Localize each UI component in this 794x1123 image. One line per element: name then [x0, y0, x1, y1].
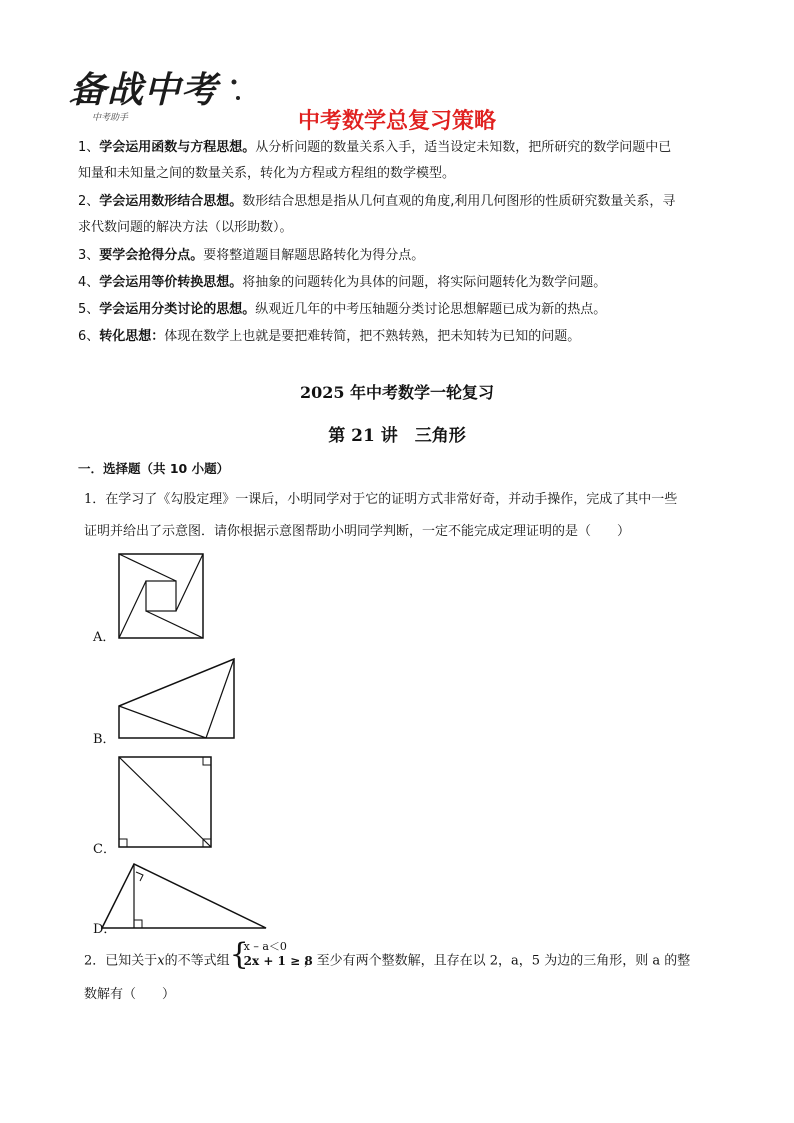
option-a-figure[interactable]: [118, 553, 204, 639]
strategy-num: 3、: [78, 248, 100, 263]
strategy-2: [78, 189, 728, 241]
option-b-label[interactable]: B．: [93, 732, 116, 747]
inequality-2: 2x + 1 ≥ 8: [243, 954, 313, 968]
question-2: [84, 937, 724, 1010]
question-2-line-1: [84, 937, 724, 980]
question-1: [84, 484, 724, 548]
question-2-prefix: 2．已知关于: [84, 953, 158, 969]
strategy-5: [78, 297, 728, 323]
strategy-1: [78, 135, 728, 187]
strategy-text: 体现在数学上也就是要把难转简，把不熟转熟，把未知转为已知的问题。: [164, 329, 581, 344]
strategy-text-cont: 知量和未知量之间的数量关系，转化为方程或方程组的数学模型。: [78, 166, 456, 181]
strategy-heading: 学会运用函数与方程思想。: [99, 140, 256, 155]
question-1-line-2: 证明并给出了示意图．请你根据示意图帮助小明同学判断，一定不能完成定理证明的是（ ）: [84, 524, 631, 539]
question-2-mid: 的不等式组: [164, 953, 230, 969]
course-title: 2025 年中考数学一轮复习: [299, 383, 495, 402]
brace-symbol: {: [229, 937, 249, 972]
strategy-text-cont: 求代数问题的解决方法（以形助数）。: [78, 220, 293, 235]
strategy-heading: 学会运用数形结合思想。: [99, 194, 243, 209]
lecture-title: 第 21 讲 三角形: [328, 426, 466, 446]
strategy-text: 数形结合思想是指从几何直观的角度,利用几何图形的性质研究数量关系，寻: [242, 194, 676, 209]
logo-subtitle: 中考助手: [92, 113, 129, 123]
option-c-figure[interactable]: [118, 756, 214, 850]
strategy-6: [78, 324, 728, 350]
logo-text: 备战中考: [70, 69, 219, 111]
inequality-system: [229, 937, 313, 976]
strategy-heading: 学会运用分类讨论的思想。: [99, 302, 256, 317]
option-d-figure[interactable]: [100, 862, 268, 930]
option-a-label[interactable]: A．: [93, 630, 116, 645]
option-d-label[interactable]: D．: [93, 922, 117, 937]
strategy-heading: 要学会抢得分点。: [99, 248, 204, 263]
var-x: x: [157, 953, 165, 969]
strategy-heading: 转化思想：: [99, 329, 165, 344]
strategy-3: [78, 243, 728, 269]
inequality-1: x – a＜0: [243, 940, 287, 953]
page-title: 中考数学总复习策略: [297, 109, 496, 134]
strategy-text: 纵观近几年的中考压轴题分类讨论思想解题已成为新的热点。: [255, 302, 607, 317]
strategy-4: [78, 270, 728, 296]
section-heading: 一．选择题（共 10 小题）: [78, 461, 230, 476]
question-1-line-1: 1．在学习了《勾股定理》一课后，小明同学对于它的证明方式非常好奇，并动手操作，完成了其中一些: [84, 492, 678, 507]
question-2-suffix: ，至少有两个整数解，且存在以 2，a，5 为边的三角形，则 a 的整: [303, 953, 691, 969]
option-b-figure[interactable]: [118, 658, 236, 740]
strategy-text: 要将整道题目解题思路转化为得分点。: [203, 248, 425, 263]
strategy-heading: 学会运用等价转换思想。: [99, 275, 243, 290]
strategy-text: 从分析问题的数量关系入手，适当设定未知数，把所研究的数学问题中已: [255, 140, 672, 155]
strategy-num: 5、: [78, 302, 100, 317]
strategy-num: 2、: [78, 194, 100, 209]
option-c-label[interactable]: C．: [93, 842, 116, 857]
strategy-text: 将抽象的问题转化为具体的问题，将实际问题转化为数学问题。: [242, 275, 607, 290]
strategy-num: 4、: [78, 275, 100, 290]
strategy-num: 6、: [78, 329, 100, 344]
strategy-num: 1、: [78, 140, 100, 155]
question-2-line-2: 数解有（ ）: [84, 987, 176, 1002]
